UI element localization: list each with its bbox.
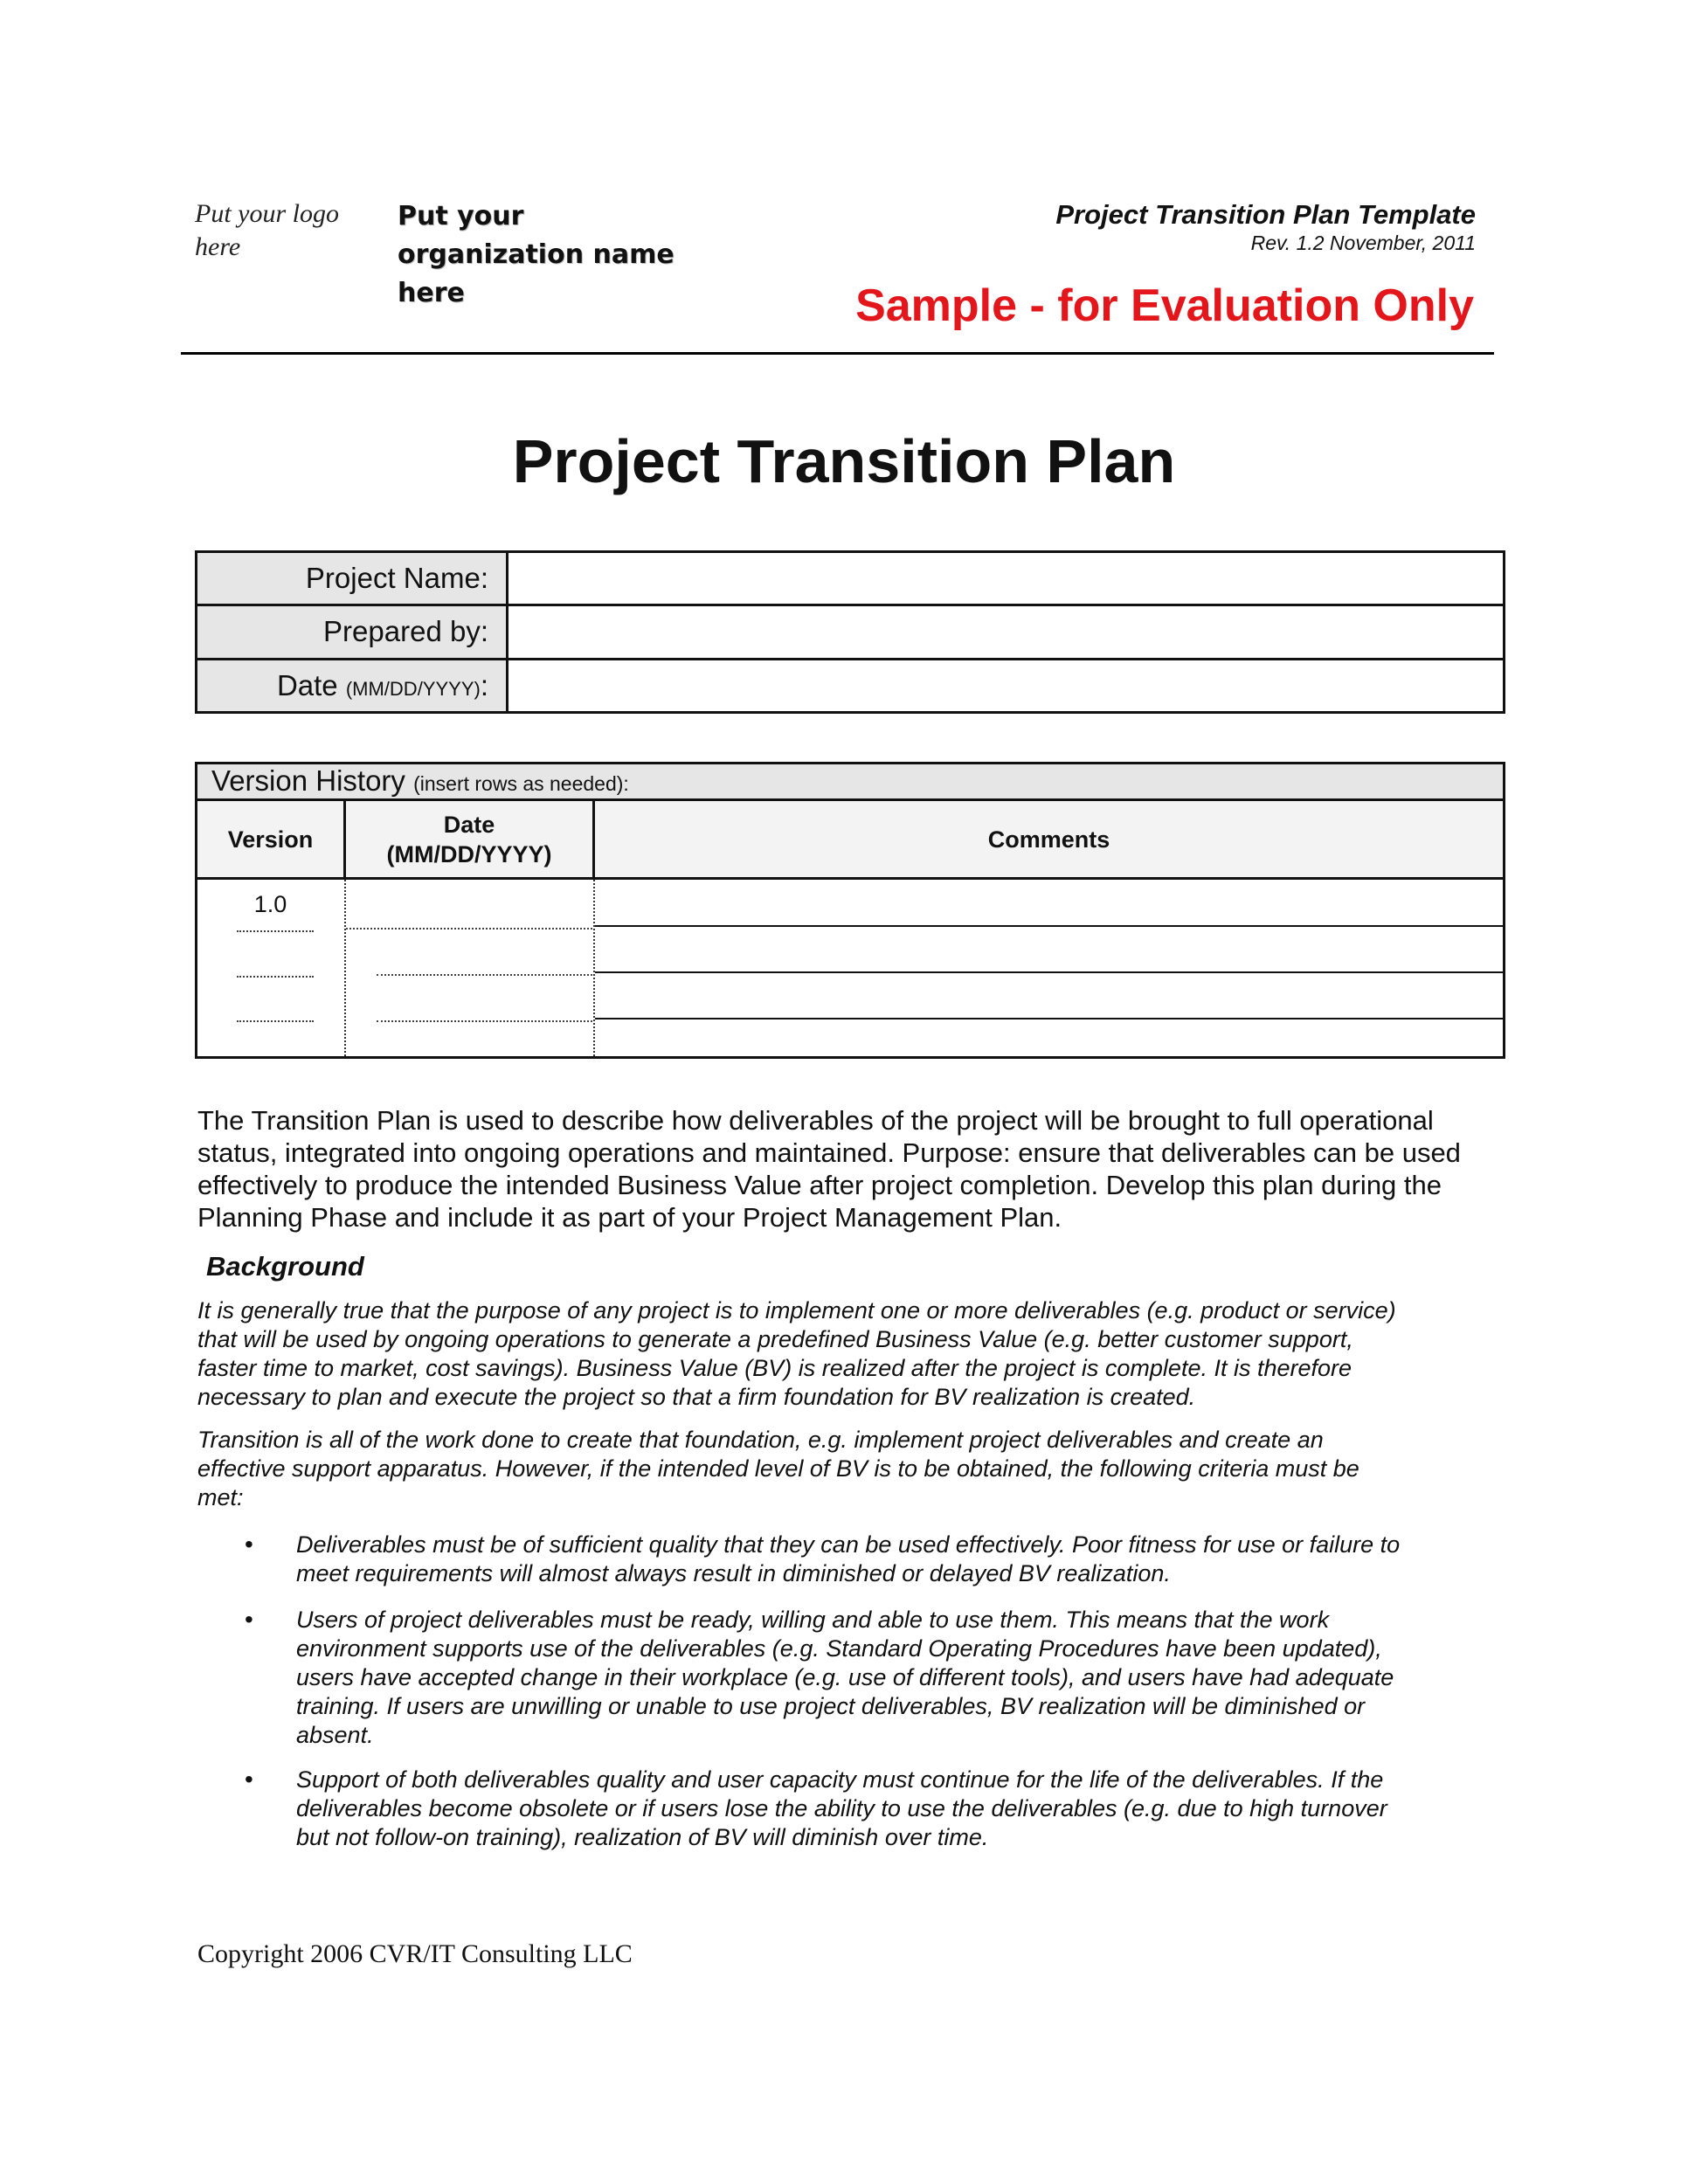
- sample-notice: Sample - for Evaluation Only: [855, 280, 1474, 331]
- version-history-title: Version History (insert rows as needed):: [197, 764, 1503, 801]
- document-title: Project Transition Plan: [512, 427, 1176, 495]
- version-history-table: [195, 762, 1505, 1059]
- date-field[interactable]: [508, 659, 1505, 712]
- bullet-icon: •: [245, 1766, 253, 1793]
- prepared-by-label: Prepared by:: [197, 605, 508, 659]
- bullet-icon: •: [245, 1606, 253, 1633]
- header-divider: [181, 352, 1494, 355]
- logo-placeholder: Put your logo here: [195, 199, 339, 261]
- template-revision: Rev. 1.2 November, 2011: [1250, 232, 1476, 254]
- project-name-field[interactable]: [508, 552, 1505, 605]
- prepared-by-field[interactable]: [508, 605, 1505, 659]
- version-cell[interactable]: 1.0: [253, 891, 287, 917]
- template-title: Project Transition Plan Template: [1055, 199, 1476, 230]
- project-name-label: Project Name:: [197, 552, 508, 605]
- column-header-version: Version: [197, 801, 343, 880]
- background-heading: Background: [206, 1251, 364, 1282]
- organization-name-placeholder: Put your organization name here: [398, 201, 675, 308]
- background-paragraph-2: Transition is all of the work done to create that foundation, e.g. implement project deliverables and create an effective support apparatus. However, if the intended level of BV is to be obtained, the following criteria must be met:: [197, 1427, 1359, 1510]
- column-header-comments: Comments: [595, 801, 1503, 880]
- bullet-item: Deliverables must be of sufficient quality that they can be used effectively. Poor fitness for use or failure to meet requirements will almost always result in diminished or delayed BV realization.: [296, 1531, 1401, 1586]
- bullet-item: Users of project deliverables must be ready, willing and able to use them. This means that the work environment supports use of the deliverables (e.g. Standard Operating Procedures have been updated), users have accepted change in their workplace (e.g. use of different tools), and users have had adequate training. If users are unwilling or unable to use project deliverables, BV realization will be diminished or absent.: [296, 1607, 1394, 1748]
- intro-paragraph: The Transition Plan is used to describe how deliverables of the project will be brought to full operational status, integrated into ongoing operations and maintained. Purpose: ensure that deliverables can be used effectively to produce the intended Business Value after project completion. Develop this plan during the Planning Phase and include it as part of your Project Management Plan.: [197, 1105, 1461, 1233]
- column-header-date: Date (MM/DD/YYYY): [346, 801, 592, 880]
- background-paragraph-1: It is generally true that the purpose of any project is to implement one or more deliverables (e.g. product or service) that will be used by ongoing operations to generate a predefined Business Value (e.g. better customer support, faster time to market, cost savings). Business Value (BV) is realized after the project is complete. It is therefore necessary to plan and execute the project so that a firm foundation for BV realization is created.: [197, 1297, 1396, 1410]
- bullet-icon: •: [245, 1531, 253, 1558]
- copyright-notice: Copyright 2006 CVR/IT Consulting LLC: [197, 1939, 633, 1968]
- project-info-table: [195, 550, 1505, 714]
- bullet-item: Support of both deliverables quality and user capacity must continue for the life of the deliverables. If the deliverables become obsolete or if users lose the ability to use the deliverables (e.g. due to high turnover but not follow-on training), realization of BV will diminish over time.: [296, 1766, 1387, 1850]
- date-label: Date (MM/DD/YYYY):: [197, 659, 508, 712]
